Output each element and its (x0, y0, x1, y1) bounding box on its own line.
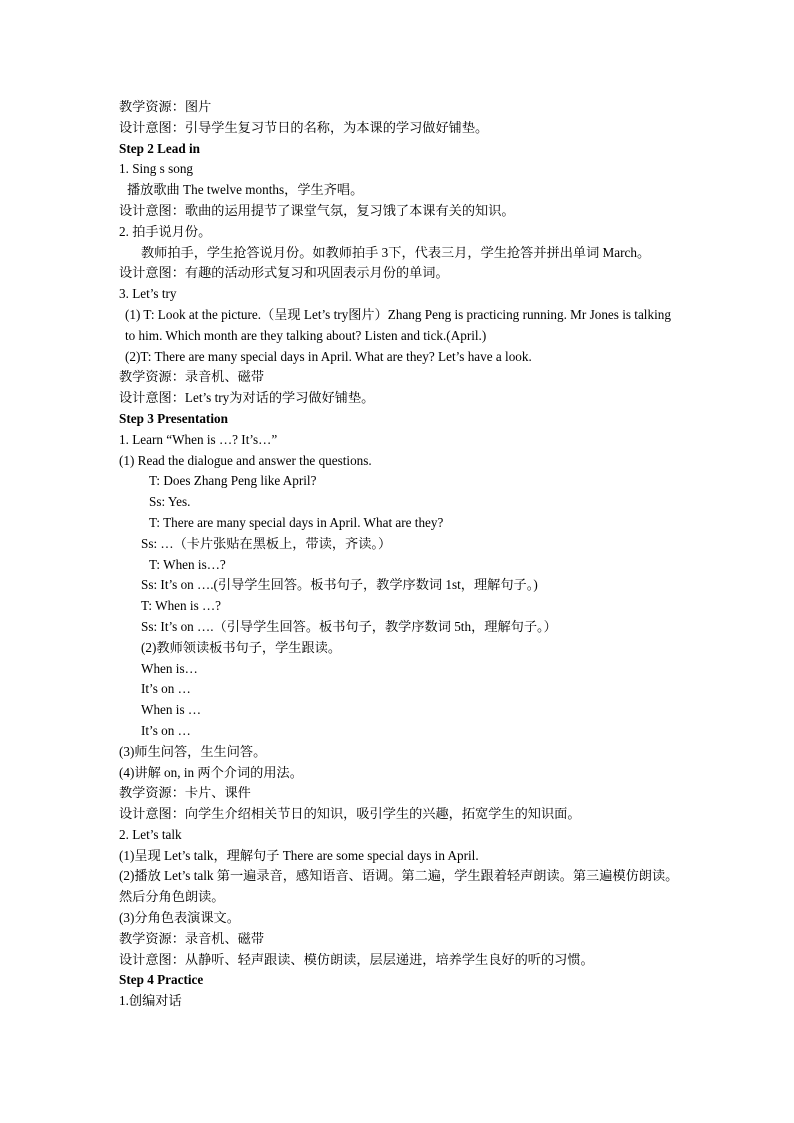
dialogue-line: Ss: …（卡片张贴在黑板上，带读，齐读。） (141, 535, 392, 551)
text-line: 1. Sing s song (119, 161, 194, 177)
text-line: 教师拍手，学生抢答说月份。如教师拍手 3下，代表三月，学生抢答并拼出单词 March。 (141, 244, 651, 260)
text-line: (3)分角色表演课文。 (119, 910, 240, 926)
text-line: (2)T: There are many special days in April. What are they? Let’s have a look. (125, 348, 532, 364)
dialogue-line: Ss: Yes. (149, 494, 191, 510)
text-line: 设计意图：有趣的活动形式复习和巩固表示月份的单词。 (119, 265, 449, 281)
text-line: 设计意图：从静听、轻声跟读、模仿朗读，层层递进，培养学生良好的听的习惯。 (119, 951, 594, 967)
text-line: (1) Read the dialogue and answer the questions. (119, 452, 372, 468)
document-body (119, 97, 679, 1012)
text-line: 3. Let’s try (119, 286, 177, 302)
dialogue-line: It’s on … (141, 681, 191, 697)
text-line: 设计意图：Let’s try为对话的学习做好铺垫。 (119, 390, 375, 406)
text-line: 1. Learn “When is …? It’s…” (119, 431, 278, 447)
section-heading: Step 4 Practice (119, 972, 204, 988)
dialogue-line: When is… (141, 660, 198, 676)
text-line: 设计意图：歌曲的运用提节了课堂气氛，复习饿了本课有关的知识。 (119, 202, 515, 218)
text-line: 播放歌曲 The twelve months，学生齐唱。 (127, 182, 364, 198)
dialogue-line: When is … (141, 702, 202, 718)
text-line: (4)讲解 on, in 两个介词的用法。 (119, 764, 303, 780)
text-line: (3)师生问答，生生问答。 (119, 743, 267, 759)
section-heading: Step 3 Presentation (119, 410, 228, 426)
dialogue-line: (2)教师领读板书句子，学生跟读。 (141, 639, 342, 655)
text-line: 教学资源：录音机、磁带 (119, 369, 265, 385)
text-line: 2. Let’s talk (119, 826, 182, 842)
dialogue-line: T: When is …? (141, 598, 222, 614)
text-line: 教学资源：录音机、磁带 (119, 930, 265, 946)
text-line: 设计意图：向学生介绍相关节日的知识，吸引学生的兴趣，拓宽学生的知识面。 (119, 806, 581, 822)
text-line: 教学资源：卡片、课件 (119, 785, 251, 801)
dialogue-line: It’s on … (141, 722, 191, 738)
text-line: 教学资源：图片 (119, 99, 212, 114)
dialogue-line: Ss: It’s on ….(引导学生回答。板书句子，教学序数词 1st，理解句子。) (141, 577, 538, 593)
dialogue-line: T: When is…? (149, 556, 226, 572)
dialogue-line: Ss: It’s on ….（引导学生回答。板书句子，教学序数词 5th，理解句子。） (141, 618, 557, 634)
text-line: 设计意图：引导学生复习节日的名称，为本课的学习做好铺垫。 (119, 119, 489, 135)
dialogue-line: T: Does Zhang Peng like April? (149, 473, 317, 489)
text-line: 2. 拍手说月份。 (119, 223, 212, 239)
text-line: (1)呈现 Let’s talk，理解句子 There are some special days in April. (119, 847, 479, 863)
text-line: 1.创编对话 (119, 993, 182, 1009)
text-paragraph: (2)播放 Let’s talk 第一遍录音，感知语音、语调。第二遍，学生跟着轻声朗读。第三遍模仿朗读。然后分角色朗读。 (119, 868, 679, 905)
section-heading: Step 2 Lead in (119, 140, 200, 156)
text-paragraph: (1) T: Look at the picture.（呈现 Let’s try图片）Zhang Peng is practicing running. Mr Jones is talking to him. Which month are they talking about? Listen and tick.(April.) (125, 306, 671, 343)
dialogue-line: T: There are many special days in April. What are they? (149, 514, 444, 530)
